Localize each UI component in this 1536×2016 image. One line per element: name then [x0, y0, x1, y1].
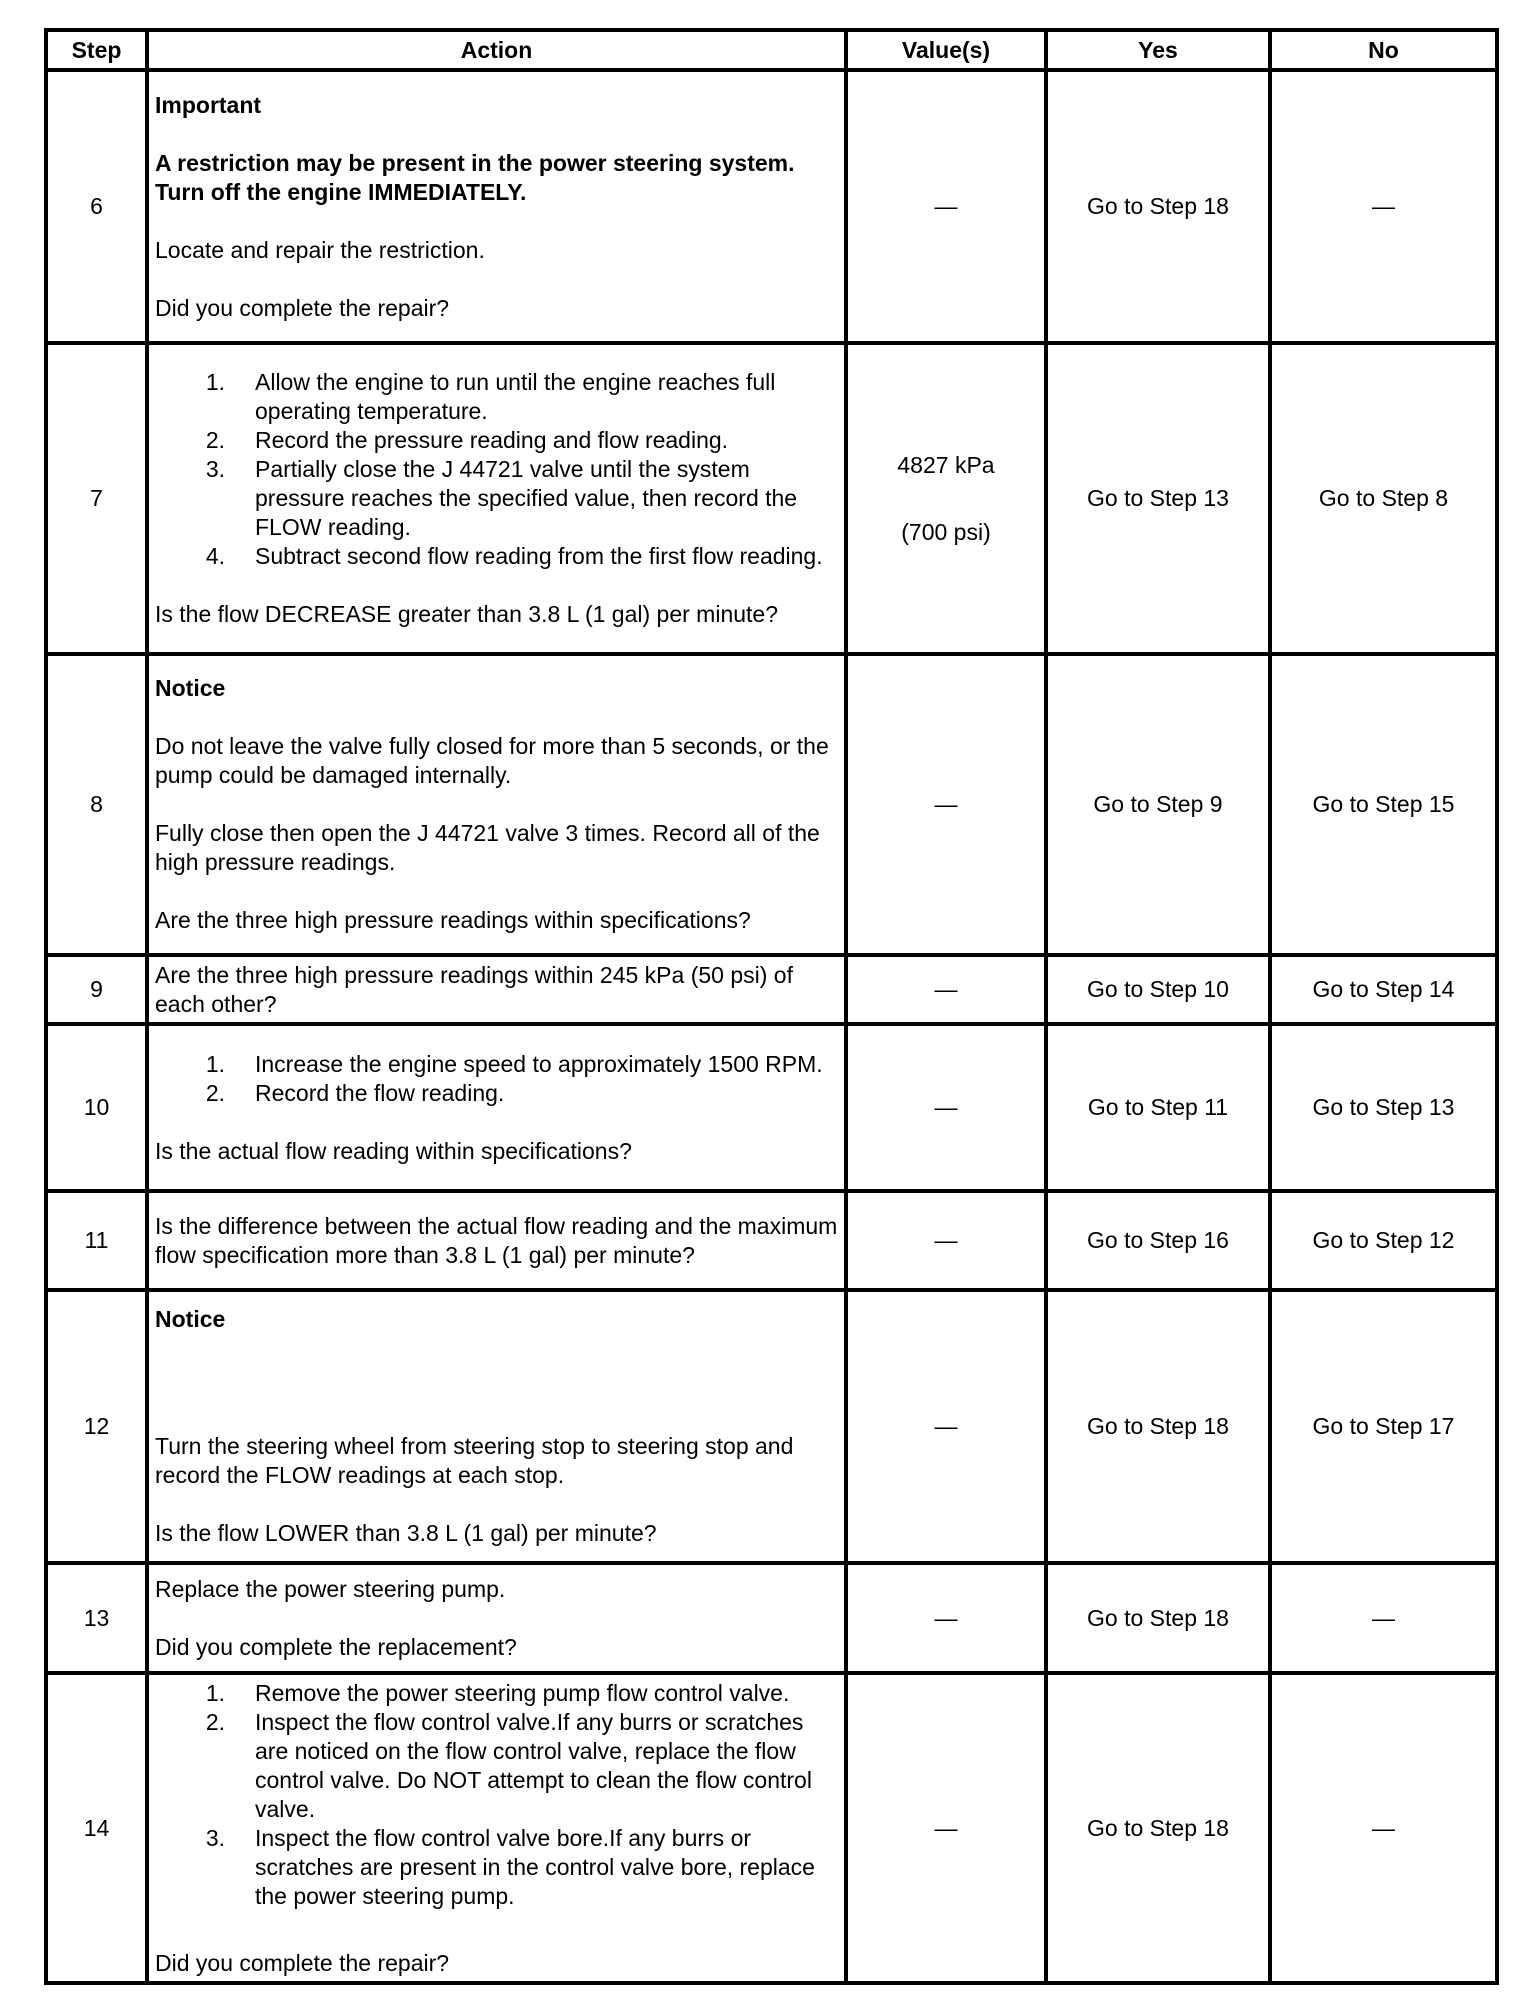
header-yes: Yes: [1046, 30, 1270, 70]
list-number: 1.: [205, 1679, 225, 1706]
header-no: No: [1270, 30, 1497, 70]
list-item: [155, 455, 838, 542]
step-number: 12: [46, 1290, 147, 1563]
notice-text: Do not leave the valve fully closed for more than 5 seconds, or the pump could be damaged internally.: [155, 733, 829, 788]
action-cell: [147, 1191, 846, 1290]
question-text: Is the difference between the actual flow reading and the maximum flow specification more than 3.8 L (1 gal) per minute?: [155, 1212, 838, 1268]
header-row: [46, 30, 1497, 70]
yes-cell: Go to Step 10: [1046, 955, 1270, 1024]
yes-cell: Go to Step 18: [1046, 1673, 1270, 1983]
question-text: Did you complete the repair?: [155, 1949, 450, 1976]
value-psi: (700 psi): [901, 518, 991, 545]
table-row-step-8: [46, 654, 1497, 955]
procedure-list: [155, 1679, 838, 1911]
value-cell: —: [846, 1563, 1046, 1673]
instruction-text: Fully close then open the J 44721 valve 3 times. Record all of the high pressure readings.: [155, 820, 820, 875]
action-cell: [147, 955, 846, 1024]
question-text: Are the three high pressure readings within 245 kPa (50 psi) of each other?: [155, 961, 793, 1017]
yes-cell: Go to Step 11: [1046, 1024, 1270, 1191]
table-row-step-14: [46, 1673, 1497, 1983]
list-item: [155, 1708, 838, 1824]
notice-heading: Notice: [155, 675, 226, 701]
list-text: Record the flow reading.: [255, 1079, 505, 1106]
no-cell: —: [1270, 1563, 1497, 1673]
list-number: 3.: [205, 456, 225, 482]
question-text: Is the actual flow reading within specifications?: [155, 1137, 632, 1164]
action-cell: [147, 70, 846, 343]
no-cell: —: [1270, 1673, 1497, 1983]
list-item: [155, 368, 838, 426]
step-number: 14: [46, 1673, 147, 1983]
header-action: Action: [147, 30, 846, 70]
warning-note: A restriction may be present in the power steering system. Turn off the engine IMMEDIATELY.: [155, 149, 795, 205]
header-values: Value(s): [846, 30, 1046, 70]
yes-cell: Go to Step 18: [1046, 1563, 1270, 1673]
question-text: Did you complete the repair?: [155, 294, 450, 321]
instruction-text: Turn the steering wheel from steering stop to steering stop and record the FLOW readings at each stop.: [155, 1433, 794, 1488]
table-row-step-11: [46, 1191, 1497, 1290]
list-item: [155, 1050, 838, 1079]
list-number: 1.: [205, 369, 225, 395]
table-row-step-10: [46, 1024, 1497, 1191]
header-step: Step: [46, 30, 147, 70]
question-text: Did you complete the replacement?: [155, 1633, 517, 1660]
diagnostic-table: [44, 28, 1499, 1985]
list-number: 2.: [205, 1708, 225, 1735]
yes-cell: Go to Step 13: [1046, 343, 1270, 654]
notice-heading: Notice: [155, 1306, 226, 1332]
procedure-list: [155, 1050, 838, 1108]
list-number: 2.: [205, 427, 225, 453]
instruction-text: Locate and repair the restriction.: [155, 236, 485, 263]
value-cell: —: [846, 1024, 1046, 1191]
list-item: [155, 426, 838, 455]
yes-cell: Go to Step 9: [1046, 654, 1270, 955]
table-row-step-7: [46, 343, 1497, 654]
list-text: Remove the power steering pump flow control valve.: [255, 1679, 790, 1706]
value-cell: —: [846, 1191, 1046, 1290]
value-cell: —: [846, 955, 1046, 1024]
action-cell: [147, 654, 846, 955]
list-item: [155, 1679, 838, 1708]
list-item: [155, 1079, 838, 1108]
no-cell: Go to Step 13: [1270, 1024, 1497, 1191]
step-number: 7: [46, 343, 147, 654]
list-text: Inspect the flow control valve bore.If any burrs or scratches are present in the control valve bore, replace the power steering pump.: [255, 1824, 815, 1909]
question-text: Are the three high pressure readings within specifications?: [155, 907, 751, 933]
no-cell: —: [1270, 70, 1497, 343]
yes-cell: Go to Step 16: [1046, 1191, 1270, 1290]
list-text: Record the pressure reading and flow reading.: [255, 427, 729, 453]
value-cell: —: [846, 1290, 1046, 1563]
no-cell: Go to Step 17: [1270, 1290, 1497, 1563]
list-text: Partially close the J 44721 valve until the system pressure reaches the specified value, then record the FLOW reading.: [255, 456, 798, 540]
step-number: 9: [46, 955, 147, 1024]
list-number: 3.: [205, 1824, 225, 1851]
table-row-step-13: [46, 1563, 1497, 1673]
action-cell: [147, 1290, 846, 1563]
step-number: 8: [46, 654, 147, 955]
action-cell: [147, 343, 846, 654]
step-number: 13: [46, 1563, 147, 1673]
action-cell: [147, 1024, 846, 1191]
step-number: 11: [46, 1191, 147, 1290]
no-cell: Go to Step 14: [1270, 955, 1497, 1024]
list-text: Increase the engine speed to approximately 1500 RPM.: [255, 1050, 823, 1077]
question-text: Is the flow LOWER than 3.8 L (1 gal) per minute?: [155, 1520, 657, 1546]
action-cell: [147, 1673, 846, 1983]
value-kpa: 4827 kPa: [897, 451, 995, 478]
table-row-step-12: [46, 1290, 1497, 1563]
question-text: Is the flow DECREASE greater than 3.8 L (1 gal) per minute?: [155, 601, 779, 627]
no-cell: Go to Step 8: [1270, 343, 1497, 654]
yes-cell: Go to Step 18: [1046, 70, 1270, 343]
value-cell: [846, 343, 1046, 654]
list-item: [155, 542, 838, 571]
no-cell: Go to Step 12: [1270, 1191, 1497, 1290]
procedure-list: [155, 368, 838, 571]
list-number: 2.: [205, 1079, 225, 1106]
list-text: Subtract second flow reading from the first flow reading.: [255, 543, 823, 569]
no-cell: Go to Step 15: [1270, 654, 1497, 955]
yes-cell: Go to Step 18: [1046, 1290, 1270, 1563]
important-heading: Important: [155, 91, 262, 118]
list-text: Inspect the flow control valve.If any burrs or scratches are noticed on the flow control valve, replace the flow control valve. Do NOT attempt to clean the flow control valve.: [255, 1708, 812, 1822]
list-number: 1.: [205, 1050, 225, 1077]
value-cell: —: [846, 654, 1046, 955]
value-cell: —: [846, 1673, 1046, 1983]
list-text: Allow the engine to run until the engine reaches full operating temperature.: [255, 369, 776, 424]
table-row-step-6: [46, 70, 1497, 343]
table-row-step-9: [46, 955, 1497, 1024]
step-number: 10: [46, 1024, 147, 1191]
step-number: 6: [46, 70, 147, 343]
instruction-text: Replace the power steering pump.: [155, 1575, 506, 1602]
list-item: [155, 1824, 838, 1911]
list-number: 4.: [205, 543, 225, 569]
value-cell: —: [846, 70, 1046, 343]
action-cell: [147, 1563, 846, 1673]
